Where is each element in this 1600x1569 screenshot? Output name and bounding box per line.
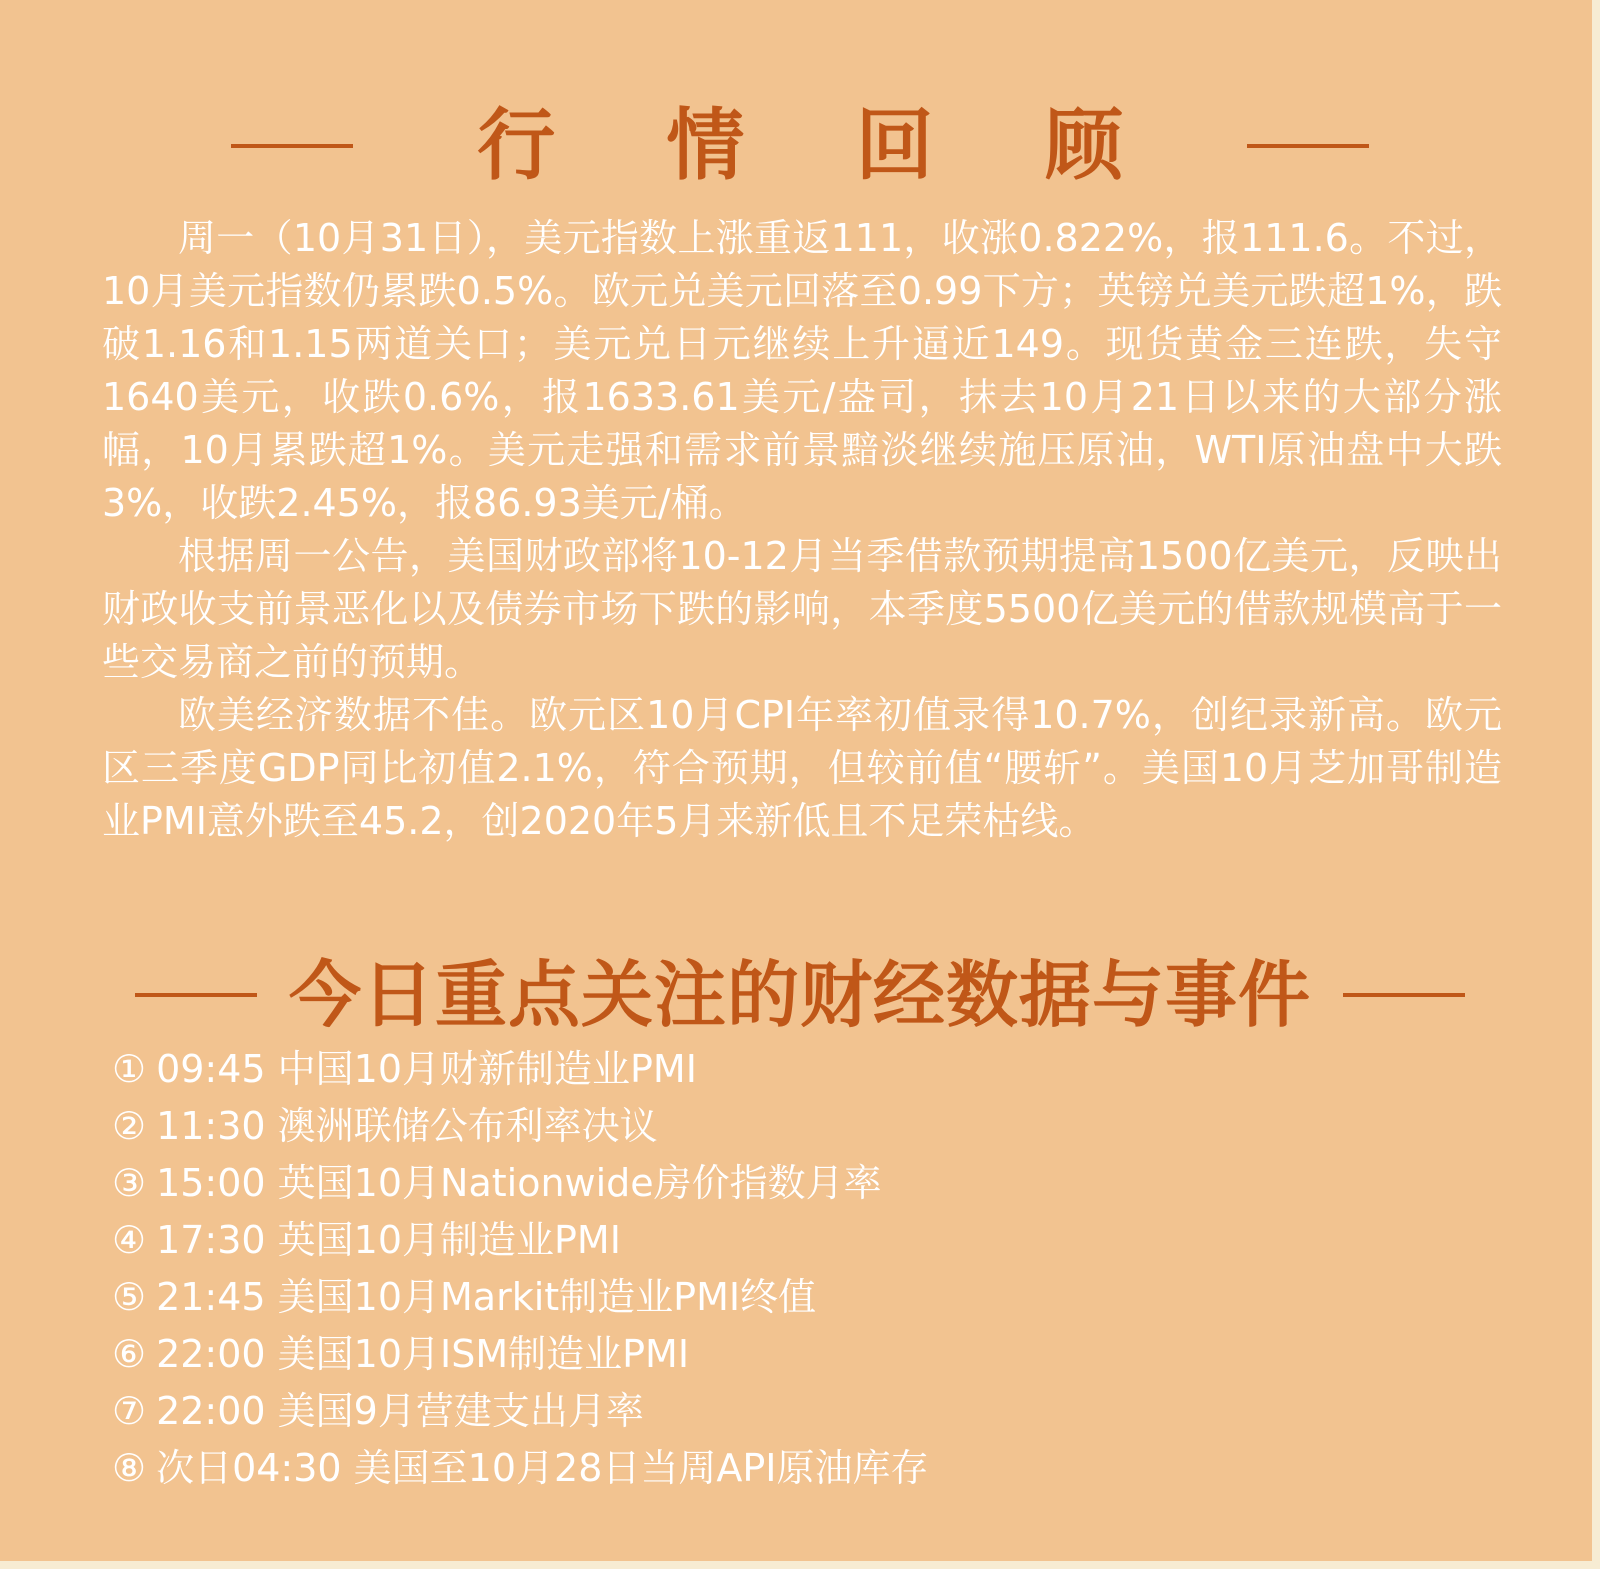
events-list [112, 1041, 929, 1497]
event-text: 22:00 美国10月ISM制造业PMI [156, 1332, 690, 1376]
market-review-header [0, 98, 1600, 193]
event-item [112, 1269, 929, 1326]
event-number: ⑧ [112, 1446, 147, 1490]
event-item [112, 1098, 929, 1155]
event-text: 22:00 美国9月营建支出月率 [156, 1389, 644, 1433]
event-text: 17:30 英国10月制造业PMI [156, 1218, 621, 1262]
event-number: ① [112, 1047, 147, 1091]
events-header [0, 950, 1600, 1040]
market-review-title: 行 情 回 顾 [477, 100, 1165, 191]
event-item [112, 1326, 929, 1383]
market-review-body [102, 212, 1502, 848]
event-text: 09:45 中国10月财新制造业PMI [156, 1047, 697, 1091]
event-number: ② [112, 1104, 147, 1148]
event-item [112, 1383, 929, 1440]
event-number: ⑤ [112, 1275, 147, 1319]
review-paragraph: 根据周一公告，美国财政部将10-12月当季借款预期提高1500亿美元，反映出财政收支前景恶化以及债券市场下跌的影响，本季度5500亿美元的借款规模高于一些交易商之前的预期。 [102, 534, 1502, 684]
title-left-line [231, 144, 353, 148]
event-item [112, 1212, 929, 1269]
event-item [112, 1155, 929, 1212]
event-number: ④ [112, 1218, 147, 1262]
event-text: 21:45 美国10月Markit制造业PMI终值 [156, 1275, 817, 1319]
title-right-line [1343, 993, 1465, 997]
event-number: ⑦ [112, 1389, 147, 1433]
events-title: 今日重点关注的财经数据与事件 [288, 953, 1311, 1037]
event-text: 11:30 澳洲联储公布利率决议 [156, 1104, 658, 1148]
review-paragraph: 周一（10月31日），美元指数上涨重返111，收涨0.822%，报111.6。不过，10月美元指数仍累跌0.5%。欧元兑美元回落至0.99下方；英镑兑美元跌超1%，跌破1.16和1.15两道关口；美元兑日元继续上升逼近149。现货黄金三连跌，失守1640美元，收跌0.6%，报1633.61美元/盎司，抹去10月21日以来的大部分涨幅，10月累跌超1%。美元走强和需求前景黯淡继续施压原油，WTI原油盘中大跌3%，收跌2.45%，报86.93美元/桶。 [102, 216, 1502, 525]
review-paragraph: 欧美经济数据不佳。欧元区10月CPI年率初值录得10.7%，创纪录新高。欧元区三季度GDP同比初值2.1%，符合预期，但较前值“腰斩”。美国10月芝加哥制造业PMI意外跌至45.2，创2020年5月来新低且不足荣枯线。 [102, 693, 1502, 843]
title-right-line [1247, 144, 1369, 148]
event-item [112, 1041, 929, 1098]
event-item [112, 1440, 929, 1497]
event-text: 次日04:30 美国至10月28日当周API原油库存 [156, 1446, 929, 1490]
title-left-line [135, 993, 257, 997]
event-text: 15:00 英国10月Nationwide房价指数月率 [156, 1161, 882, 1205]
event-number: ⑥ [112, 1332, 147, 1376]
event-number: ③ [112, 1161, 147, 1205]
